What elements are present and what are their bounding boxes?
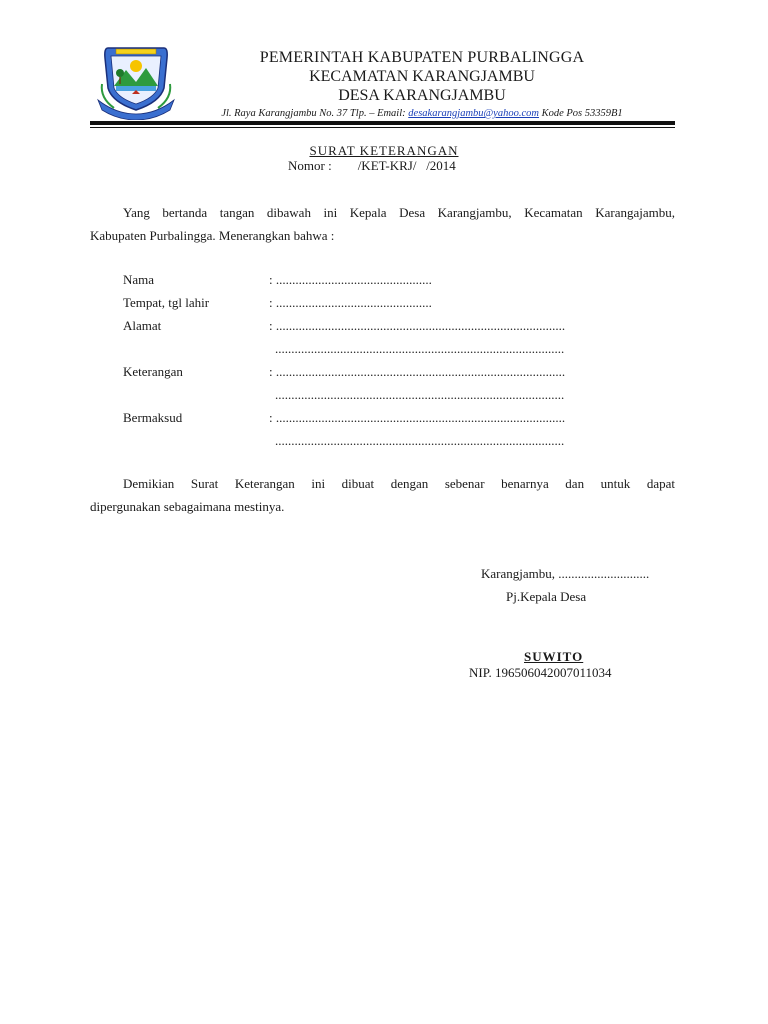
field-blank-nama[interactable]: : ................................................ xyxy=(269,272,432,287)
letterhead-district: KECAMATAN KARANGJAMBU xyxy=(309,68,535,85)
field-blank-keterangan-cont[interactable]: ......................................................................................... xyxy=(275,387,565,402)
field-label-keterangan: Keterangan xyxy=(123,364,183,379)
field-row xyxy=(123,291,683,314)
field-row xyxy=(123,406,683,429)
letterhead-divider-thick xyxy=(90,121,675,125)
field-blank-birth[interactable]: : ................................................ xyxy=(269,295,432,310)
letterhead-village: DESA KARANGJAMBU xyxy=(338,87,506,104)
signature-position: Pj.Kepala Desa xyxy=(506,589,587,604)
closing-paragraph xyxy=(90,472,675,518)
field-row xyxy=(123,268,683,291)
letterhead xyxy=(196,48,648,121)
field-row xyxy=(123,314,683,337)
letterhead-address xyxy=(196,107,648,121)
email-link[interactable]: desakarangjambu@yahoo.com xyxy=(408,108,539,119)
field-label-alamat: Alamat xyxy=(123,318,162,333)
field-blank-alamat[interactable]: : ......................................................................................... xyxy=(269,318,566,333)
regency-emblem-logo xyxy=(96,44,176,120)
closing-line-2: dipergunakan sebagaimana mestinya. xyxy=(90,499,285,514)
field-blank-bermaksud-cont[interactable]: ......................................................................................... xyxy=(275,433,565,448)
closing-line-1: Demikian Surat Keterangan ini dibuat dengan sebenar benarnya dan untuk dapat xyxy=(123,476,675,491)
field-row xyxy=(123,383,683,406)
letterhead-government: PEMERINTAH KABUPATEN PURBALINGGA xyxy=(259,49,585,66)
opening-line-1: Yang bertanda tangan dibawah ini Kepala Desa Karangjambu, Kecamatan Karangajambu, xyxy=(123,205,675,220)
field-label-nama: Nama xyxy=(123,272,155,287)
field-row xyxy=(123,429,683,452)
address-text: Jl. Raya Karangjambu No. 37 Tlp. – Email: xyxy=(221,108,409,119)
field-blank-keterangan[interactable]: : ......................................................................................... xyxy=(269,364,566,379)
field-label-bermaksud: Bermaksud xyxy=(123,410,183,425)
field-row xyxy=(123,337,683,360)
field-row xyxy=(123,360,683,383)
field-blank-alamat-cont[interactable]: ......................................................................................... xyxy=(275,341,565,356)
signature-place-date: Karangjambu, ............................ xyxy=(481,566,650,581)
document-title: SURAT KETERANGAN xyxy=(309,143,459,158)
document-number: Nomor : /KET-KRJ/ /2014 xyxy=(288,158,456,173)
signatory-nip: NIP. 196506042007011034 xyxy=(469,665,612,680)
field-blank-bermaksud[interactable]: : ......................................................................................... xyxy=(269,410,566,425)
letterhead-divider-thin xyxy=(90,127,675,128)
opening-line-2: Kabupaten Purbalingga. Menerangkan bahwa : xyxy=(90,228,335,243)
postal-code-text: Kode Pos 53359B1 xyxy=(538,108,623,119)
signatory-name: SUWITO xyxy=(524,649,584,664)
opening-paragraph xyxy=(90,201,675,247)
identity-fields xyxy=(123,268,683,452)
field-label-birth: Tempat, tgl lahir xyxy=(123,295,210,310)
